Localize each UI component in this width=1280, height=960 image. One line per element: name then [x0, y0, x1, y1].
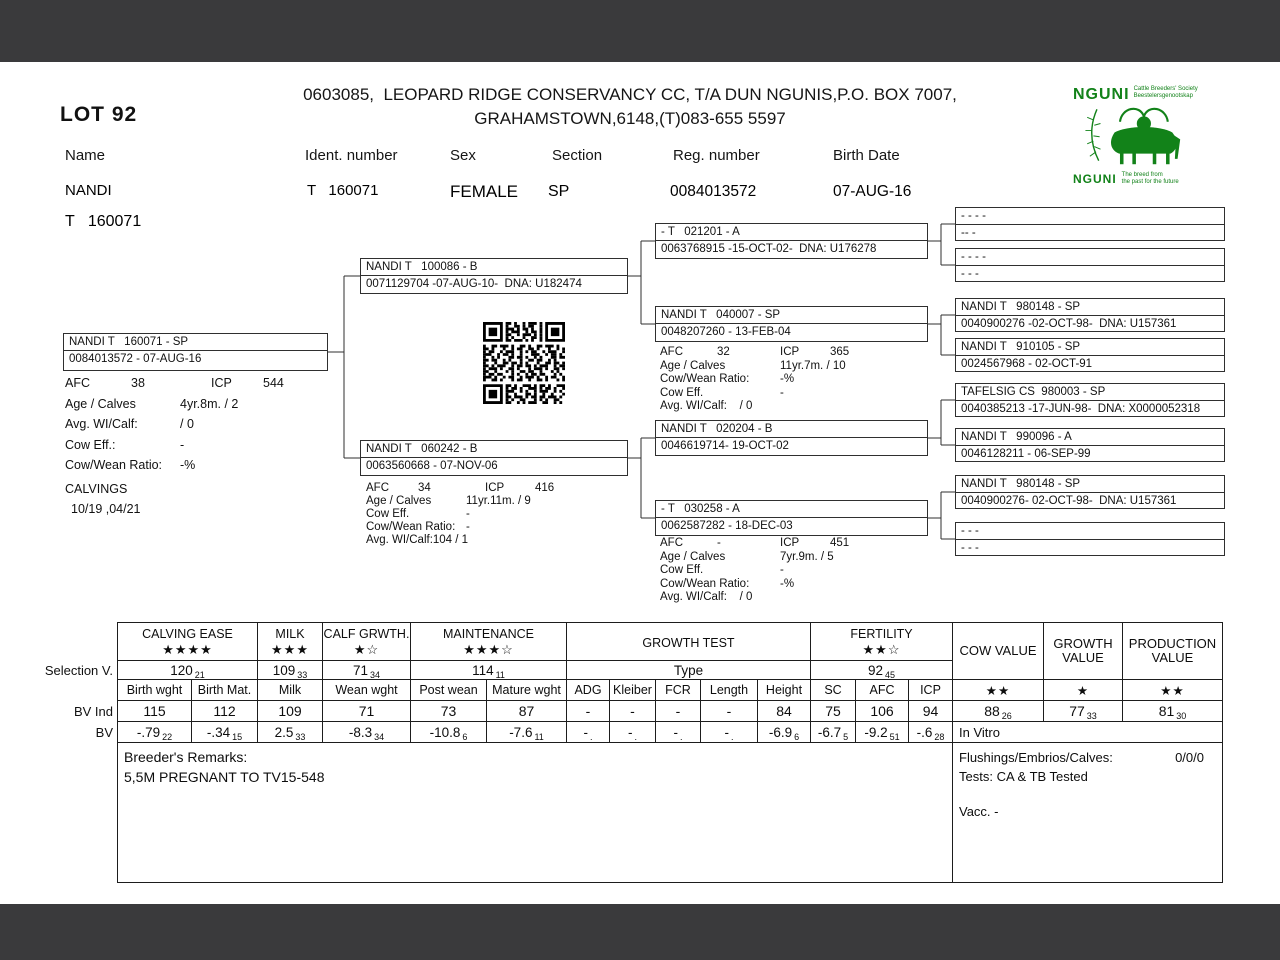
g3d-ratio-value: -% [780, 577, 795, 590]
group-calf-growth [323, 623, 411, 661]
bv-ind-afc: 106 [856, 701, 909, 722]
bv-birth-mat: -.34 $_{15}$ [192, 722, 258, 743]
cow-eff-value: - [180, 437, 185, 452]
name-value: NANDI [65, 182, 112, 199]
icp-value: 544 [263, 376, 284, 390]
gen4-3-reg: 0040900276 -02-OCT-98- DNA: U157361 [961, 318, 1177, 330]
flushings-value: 0/0/0 [1175, 750, 1204, 765]
extra-info-cell [953, 743, 1223, 883]
selection-fertility: 92 $_{45}$ [811, 661, 953, 680]
dam-dam-reg: 0062587282 - 18-DEC-03 [661, 520, 793, 532]
bv-adg: - $_.$ [567, 722, 610, 743]
group-growth-value: GROWTH VALUE [1044, 623, 1123, 680]
gen4-1-name: - - - - [956, 208, 1224, 225]
sire-sire-name: - T 021201 - A [656, 224, 927, 241]
bv-ind-mature-wght: 87 [487, 701, 567, 722]
pedigree-gen4-box-5 [955, 383, 1225, 417]
group-production-value: PRODUCTION VALUE [1123, 623, 1223, 680]
g3d-ratio-label: Cow/Wean Ratio: [660, 577, 750, 590]
bv-sc: -6.7 $_5$ [811, 722, 856, 743]
icp-label: ICP [211, 376, 232, 390]
birth-date-label: Birth Date [833, 147, 900, 164]
dam-afc-label: AFC [366, 482, 389, 494]
pedigree-dam-dam-box [655, 500, 928, 536]
bv-ind-icp: 94 [909, 701, 953, 722]
section-value: SP [548, 183, 570, 200]
bv-ind-birth-wght: 115 [118, 701, 192, 722]
dam-sire-reg: 0046619714- 19-OCT-02 [661, 440, 789, 452]
dam-age-value: 11yr.11m. / 9 [466, 495, 531, 507]
vacc-line: Vacc. - [959, 804, 999, 819]
gen4-5-name: TAFELSIG CS 980003 - SP [956, 384, 1224, 401]
g3d-eff-label: Cow Eff. [660, 564, 704, 576]
dam-dam-name: - T 030258 - A [656, 501, 927, 518]
age-calves-value: 4yr.8m. / 2 [180, 396, 239, 411]
age-calves-label: Age / Calves [65, 396, 136, 411]
col-adg: ADG [567, 680, 610, 701]
pedigree-gen4-box-6 [955, 428, 1225, 462]
gen4-3-name: NANDI T 980148 - SP [956, 299, 1224, 316]
col-sc: SC [811, 680, 856, 701]
selection-milk: 109 $_{33}$ [258, 661, 323, 680]
col-milk: Milk [258, 680, 323, 701]
sire-sire-reg: 0063768915 -15-OCT-02- DNA: U176278 [661, 243, 877, 255]
selection-calving-ease: 120 $_{21}$ [118, 661, 258, 680]
col-birth-wght: Birth wght [118, 680, 192, 701]
pedigree-gen4-box-1 [955, 207, 1225, 241]
lot-number: LOT 92 [60, 103, 138, 126]
dam-name: NANDI T 060242 - B [361, 441, 627, 458]
logo-tagline-line1: The breed from [1121, 172, 1163, 178]
reg-number-value: 0084013572 [670, 183, 757, 200]
group-milk [258, 623, 323, 661]
milk-stars: ★★★ [271, 642, 309, 657]
g3b-afc-value: 32 [717, 346, 730, 358]
growth-test-label: GROWTH TEST [642, 636, 735, 650]
gen4-5-reg: 0040385213 -17-JUN-98- DNA: X0000052318 [961, 403, 1201, 415]
breeders-remarks-text: 5,5M PREGNANT TO TV15-548 [124, 769, 325, 785]
birth-date-value: 07-AUG-16 [833, 183, 912, 200]
breeders-remarks-title: Breeder's Remarks: [124, 749, 248, 765]
logo-tagline-line2: the past for the future [1121, 179, 1179, 185]
pedigree-gen4-box-3 [955, 298, 1225, 332]
dam-ratio-label: Cow/Wean Ratio: [366, 521, 456, 533]
reg-number-label: Reg. number [673, 147, 760, 164]
g3b-eff-value: - [780, 386, 784, 399]
gen4-4-reg: 0024567968 - 02-OCT-91 [961, 358, 1093, 370]
bv-ind-length: - [701, 701, 758, 722]
calf-growth-label: CALF GRWTH. [323, 627, 410, 641]
col-wean-wght: Wean wght [323, 680, 411, 701]
g3b-eff-label: Cow Eff. [660, 386, 704, 399]
bv-ind-fcr: - [656, 701, 701, 722]
g3b-icp-label: ICP [780, 346, 800, 358]
gen4-2-name: - - - - [956, 249, 1224, 266]
col-kleiber: Kleiber [610, 680, 656, 701]
bv-icp: -.6 $_{28}$ [909, 722, 953, 743]
afc-value: 38 [131, 376, 145, 390]
bv-mature-wght: -7.6 $_{11}$ [487, 722, 567, 743]
bv-ind-growth-value: 77 $_{33}$ [1044, 701, 1123, 722]
flushings-label: Flushings/Embrios/Calves: [959, 750, 1113, 765]
dam-sire-name: NANDI T 020204 - B [656, 421, 927, 438]
sex-label: Sex [450, 147, 476, 164]
dam-reg: 0063560668 - 07-NOV-06 [366, 460, 498, 472]
pedigree-gen4-box-4 [955, 338, 1225, 372]
dam-icp-value: 416 [535, 482, 555, 494]
bv-ind-post-wean: 73 [411, 701, 487, 722]
name-ident-value: T 160071 [65, 213, 142, 230]
breeder-address-line2: GRAHAMSTOWN,6148,(T)083-655 5597 [474, 109, 786, 128]
dam-wi-line: Avg. WI/Calf:104 / 1 [366, 534, 469, 546]
bv-birth-wght: -.79 $_{22}$ [118, 722, 192, 743]
g3b-ratio-value: -% [780, 373, 795, 385]
maintenance-stars: ★★★☆ [463, 642, 514, 657]
subject-reg: 0084013572 - 07-AUG-16 [69, 353, 202, 365]
tests-line: Tests: CA & TB Tested [959, 769, 1088, 784]
cow-eff-label: Cow Eff.: [65, 437, 116, 452]
calving-ease-label: CALVING EASE [142, 627, 233, 641]
sire-reg: 0071129704 -07-AUG-10- DNA: U182474 [366, 278, 582, 290]
logo-society-line1: Cattle Breeders' Society [1133, 86, 1198, 92]
cow-wean-label: Cow/Wean Ratio: [65, 458, 163, 472]
pedigree-sire-sire-box [655, 223, 928, 259]
growth-test-type-label: Type [567, 661, 811, 680]
col-length: Length [701, 680, 758, 701]
gen4-2-reg: - - - [961, 268, 979, 280]
bv-ind-kleiber: - [610, 701, 656, 722]
bv-kleiber: - $_.$ [610, 722, 656, 743]
pedigree-sire-dam-box [655, 306, 928, 342]
growth-value-stars: ★ [1044, 680, 1123, 701]
viewer-bottom-bar [0, 904, 1280, 960]
gen4-6-name: NANDI T 990096 - A [956, 429, 1224, 446]
g3b-age-label: Age / Calves [660, 359, 726, 372]
section-label: Section [552, 147, 603, 164]
bv-ind-adg: - [567, 701, 610, 722]
fertility-stars: ★★☆ [862, 642, 901, 657]
bv-row-label: BV [95, 725, 113, 740]
col-post-wean: Post wean [411, 680, 487, 701]
group-maintenance [411, 623, 567, 661]
in-vitro-cell: In Vitro [953, 722, 1223, 743]
bv-ind-wean-wght: 71 [323, 701, 411, 722]
pedigree-sire-box [360, 258, 628, 294]
bv-ind-row-label: BV Ind [73, 704, 113, 719]
col-icp: ICP [909, 680, 953, 701]
ident-number-label: Ident. number [305, 147, 398, 164]
cow-value-stars: ★★ [953, 680, 1044, 701]
bv-ind-milk: 109 [258, 701, 323, 722]
bv-ind-production-value: 81 $_{30}$ [1123, 701, 1223, 722]
avg-wi-label: Avg. WI/Calf: [65, 417, 138, 431]
breeding-values-table [117, 622, 1223, 883]
pedigree-dam-sire-box [655, 420, 928, 456]
pedigree-subject-box [63, 333, 328, 371]
ident-number-value: T 160071 [307, 182, 379, 199]
g3b-afc-label: AFC [660, 346, 683, 358]
dam-stats [366, 482, 631, 547]
bv-wean-wght: -8.3 $_{34}$ [323, 722, 411, 743]
bv-fcr: - $_.$ [656, 722, 701, 743]
avg-wi-value: / 0 [180, 417, 194, 431]
subject-name: NANDI T 160071 - SP [64, 334, 327, 351]
gen4-1-reg: -- - [961, 227, 976, 239]
col-birth-mat: Birth Mat. [192, 680, 258, 701]
selection-maintenance: 114 $_{11}$ [411, 661, 567, 680]
g3b-icp-value: 365 [830, 346, 850, 358]
g3d-afc-label: AFC [660, 537, 683, 549]
dam-icp-label: ICP [485, 482, 505, 494]
calf-growth-stars: ★☆ [353, 642, 380, 657]
bv-post-wean: -10.8 $_6$ [411, 722, 487, 743]
sire-name: NANDI T 100086 - B [361, 259, 627, 276]
g3b-wi-line: Avg. WI/Calf: / 0 [660, 400, 753, 412]
group-calving-ease [118, 623, 258, 661]
calvings-dates: 10/19 ,04/21 [71, 502, 141, 516]
afc-label: AFC [65, 376, 90, 390]
g3d-afc-value: - [717, 537, 721, 549]
logo-brand-top: NGUNI [1073, 86, 1130, 103]
pedigree-gen4-box-8 [955, 522, 1225, 556]
gen4-7-name: NANDI T 980148 - SP [956, 476, 1224, 493]
bv-afc: -9.2 $_{51}$ [856, 722, 909, 743]
dam-ratio-value: - [466, 521, 470, 533]
g3d-wi-line: Avg. WI/Calf: / 0 [660, 591, 753, 603]
group-cow-value: COW VALUE [953, 623, 1044, 680]
bv-ind-sc: 75 [811, 701, 856, 722]
logo-brand-bottom: NGUNI [1073, 172, 1117, 186]
dam-age-label: Age / Calves [366, 495, 432, 507]
bv-height: -6.9 $_6$ [758, 722, 811, 743]
maintenance-label: MAINTENANCE [443, 627, 534, 641]
group-growth-test [567, 623, 811, 661]
sire-dam-reg: 0048207260 - 13-FEB-04 [661, 326, 791, 338]
g3d-icp-value: 451 [830, 537, 850, 549]
viewer-top-bar [0, 0, 1280, 62]
bv-milk: 2.5 $_{33}$ [258, 722, 323, 743]
pedigree-gen4-box-2 [955, 248, 1225, 282]
g3b-age-value: 11yr.7m. / 10 [780, 359, 846, 372]
selection-calf-growth: 71 $_{34}$ [323, 661, 411, 680]
g3d-icp-label: ICP [780, 537, 800, 549]
name-label: Name [65, 147, 106, 164]
bv-ind-birth-mat: 112 [192, 701, 258, 722]
sire-dam-name: NANDI T 040007 - SP [656, 307, 927, 324]
g3d-age-value: 7yr.9m. / 5 [780, 550, 834, 563]
col-mature-wght: Mature wght [487, 680, 567, 701]
milk-label: MILK [275, 627, 305, 641]
bv-ind-cow-value: 88 $_{26}$ [953, 701, 1044, 722]
nguni-bull-icon [1073, 104, 1213, 166]
dam-afc-value: 34 [418, 482, 431, 494]
col-height: Height [758, 680, 811, 701]
subject-stats [65, 376, 335, 523]
g3d-eff-value: - [780, 564, 784, 576]
nguni-logo [1073, 86, 1215, 186]
g3b-ratio-label: Cow/Wean Ratio: [660, 373, 750, 385]
bv-length: - $_.$ [701, 722, 758, 743]
breeders-remarks-cell [118, 743, 953, 883]
g3d-age-label: Age / Calves [660, 550, 726, 563]
sire-dam-stats [660, 346, 928, 414]
fertility-label: FERTILITY [850, 627, 913, 641]
col-afc: AFC [856, 680, 909, 701]
pedigree-dam-box [360, 440, 628, 476]
dam-dam-stats [660, 537, 928, 605]
bv-ind-height: 84 [758, 701, 811, 722]
production-value-stars: ★★ [1123, 680, 1223, 701]
breeder-address-line1: 0603085, LEOPARD RIDGE CONSERVANCY CC, T/A DUN NGUNIS,P.O. BOX 7007, [303, 85, 957, 104]
gen4-6-reg: 0046128211 - 06-SEP-99 [961, 448, 1091, 460]
logo-society-line2: Beestelersgenootskap [1133, 93, 1193, 99]
gen4-8-reg: - - - [961, 542, 979, 554]
group-fertility [811, 623, 953, 661]
selection-row-label: Selection V. [44, 663, 113, 678]
gen4-7-reg: 0040900276- 02-OCT-98- DNA: U157361 [961, 495, 1177, 507]
cow-wean-value: -% [180, 458, 196, 472]
dam-eff-label: Cow Eff. [366, 508, 410, 520]
qr-code [482, 322, 566, 404]
gen4-4-name: NANDI T 910105 - SP [956, 339, 1224, 356]
gen4-8-name: - - - [956, 523, 1224, 540]
col-fcr: FCR [656, 680, 701, 701]
pedigree-gen4-box-7 [955, 475, 1225, 509]
dam-eff-value: - [466, 508, 470, 520]
calvings-label: CALVINGS [65, 481, 128, 496]
sex-value: FEMALE [450, 182, 519, 201]
calving-ease-stars: ★★★★ [162, 642, 213, 657]
